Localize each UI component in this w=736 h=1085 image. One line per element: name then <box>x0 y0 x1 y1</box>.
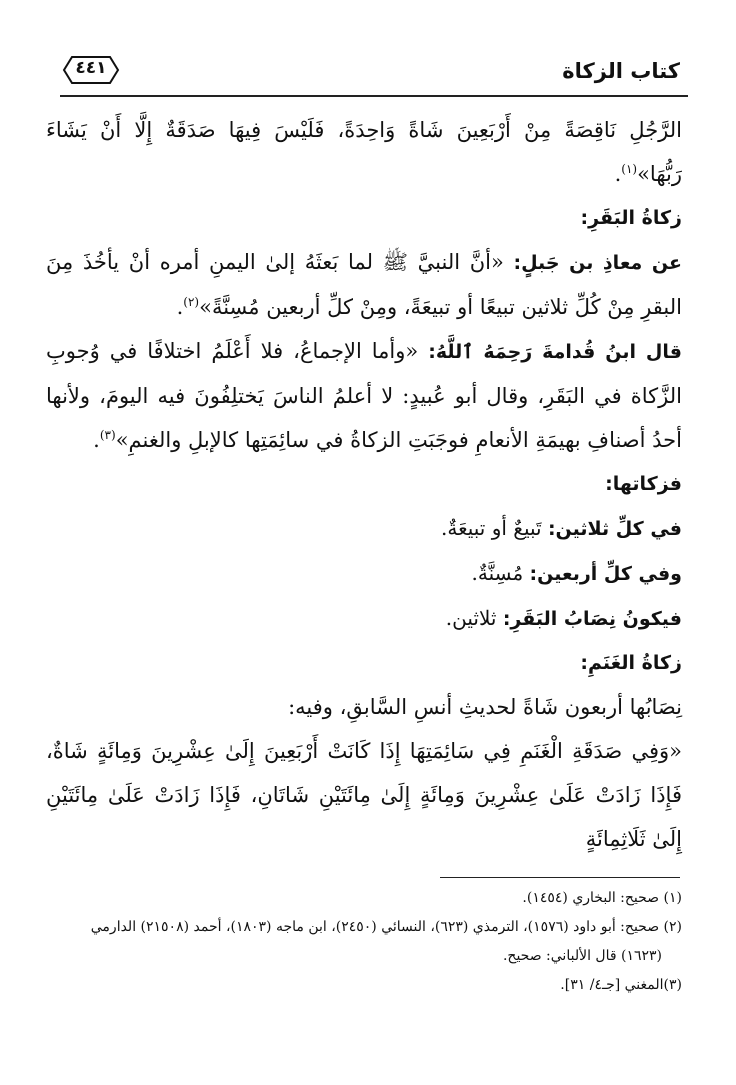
paragraph-muadh <box>46 240 682 329</box>
hadith-text: «أنَّ النبيَّ ﷺ لما بَعثَهُ إلىٰ اليمنِ أمره أنْ يأخُذَ مِنَ البقرِ مِنْ كُلِّ ثلاثين تبيعًا أو تبيعَةً، ومِنْ كلِّ أربعين مُسِنَّةً» <box>46 250 682 319</box>
punctuation: . <box>614 162 622 186</box>
list-item <box>46 506 682 551</box>
paragraph-ibn-qudamah <box>46 329 682 462</box>
item-value: مُسِنَّةٌ. <box>471 561 524 585</box>
paragraph-sheep-nisab: نِصَابُها أربعون شَاةً لحديثِ أنسِ السَّابقِ، وفيه: <box>288 695 682 719</box>
section-heading-cattle: زكاةُ البَقَرِ: <box>580 207 682 229</box>
footnote-ref-2: (٢) <box>183 295 200 309</box>
item-value: ثلاثين. <box>445 606 497 630</box>
item-value: تَبيعٌ أو تبيعَةٌ. <box>441 516 542 540</box>
quoted-scholar: قال ابنُ قُدامةَ رَحِمَهُ ٱللَّهُ: <box>428 341 682 363</box>
footnotes <box>46 884 682 1000</box>
item-label: فيكونُ نِصَابُ البَقَرِ: <box>502 608 682 630</box>
punctuation: . <box>176 295 184 319</box>
footnote-ref-1: (١) <box>621 162 638 176</box>
paragraph-sheep-hadith: «وَفِي صَدَقَةِ الْغَنَمِ فِي سَائِمَتِهَا إِذَا كَانَتْ أَرْبَعِينَ إِلَىٰ عِشْرِينَ وَمِائَةٍ شَاةٌ، فَإِذَا زَادَتْ عَلَىٰ عِشْرِينَ وَمِائَةٍ إِلَىٰ مِائَتَيْنِ شَاتَانِ، فَإِذَا زَادَتْ عَلَىٰ مِائَتَيْنِ إِلَىٰ ثَلَاثِمِائَةٍ <box>46 739 682 851</box>
section-heading-sheep: زكاةُ الغَنَمِ: <box>580 652 682 674</box>
hadith-text: الرَّجُلِ نَاقِصَةً مِنْ أَرْبَعِينَ شَاةً وَاحِدَةً، فَلَيْسَ فِيهَا صَدَقَةٌ إِلَّا أَنْ يَشَاءَ رَبُّهَا» <box>46 118 682 186</box>
subheading-its-zakat: فزكاتها: <box>605 473 682 495</box>
page-number: ٤٤١ <box>75 58 107 78</box>
page-number-frame <box>62 55 120 85</box>
punctuation: . <box>93 428 100 452</box>
page-header <box>60 55 688 97</box>
footnote-continuation: (١٦٢٣) قال الألباني: صحيح. <box>502 948 662 964</box>
item-label: وفي كلِّ أربعين: <box>529 563 682 585</box>
quote-text: «وأما الإجماعُ، فلا أَعْلَمُ اختلافًا في وُجوبِ الزَّكاة في البَقَرِ، وقال أبو عُبيدٍ: لا أعلمُ الناسَ يَختلِفُونَ فيه اليومَ، ولأنها أحدُ أصنافِ بهيمَةِ الأنعامِ فوجَبَتِ الزكاةُ في سائِمَتِها كالإبلِ والغنمِ» <box>46 339 682 452</box>
narrator: عن معاذِ بن جَبلٍ: <box>513 252 682 274</box>
footnote-ref-3: (٣) <box>99 428 116 442</box>
footnote: (١) صحيح: البخاري (١٤٥٤). <box>522 890 682 906</box>
running-title: كتاب الزكاة <box>562 59 680 83</box>
footnote-divider <box>440 877 680 878</box>
footnote: (٢) صحيح: أبو داود (١٥٧٦)، الترمذي (٦٢٣)، النسائي (٢٤٥٠)، ابن ماجه (١٨٠٣)، أحمد (٢١٥٠٨) الدارمي <box>90 919 682 935</box>
item-label: في كلِّ ثلاثين: <box>547 518 682 540</box>
paragraph-hadith-continuation <box>46 108 682 196</box>
list-item <box>46 596 682 641</box>
body-text <box>46 108 682 861</box>
footnote: (٣)المغني [جـ٤/ ٣١]. <box>560 977 682 993</box>
list-item <box>46 551 682 596</box>
